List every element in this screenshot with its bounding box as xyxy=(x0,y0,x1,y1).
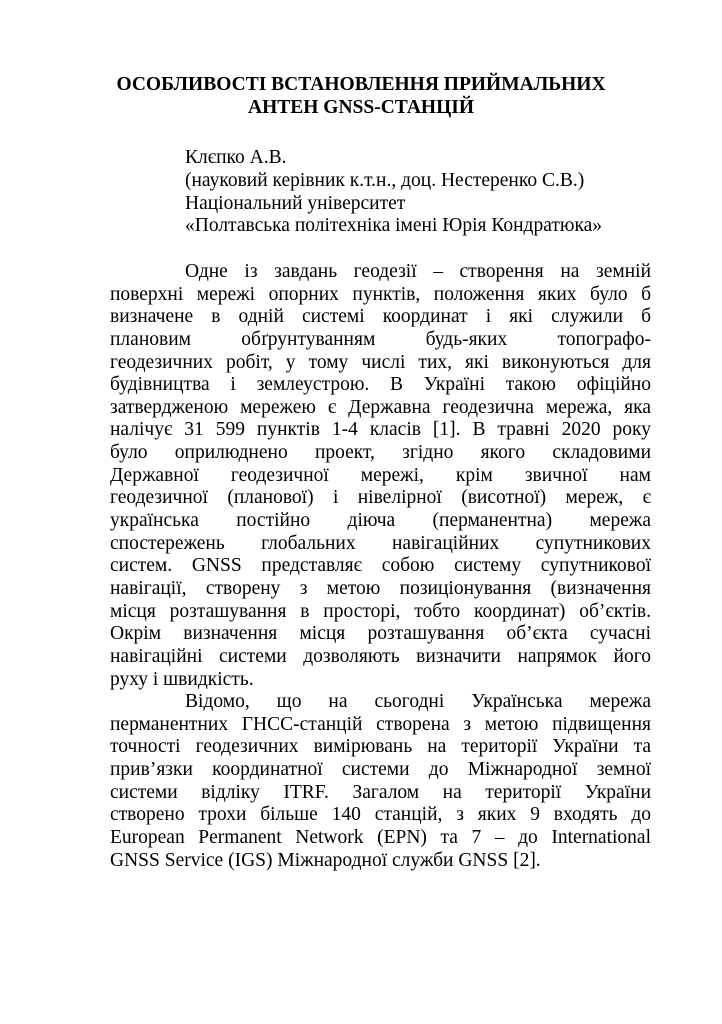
paragraph-line: плановим обґрунтуванням будь-яких топографо- xyxy=(110,328,651,350)
paragraph-line: українська постійно діюча (перманентна) мережа xyxy=(110,510,651,532)
paragraph-line: місця розташування в просторі, тобто координат) об’єктів. xyxy=(110,600,651,622)
paragraph-line: геодезичних робіт, у тому числі тих, які виконуються для xyxy=(110,351,651,373)
paragraph-line: перманентних ГНСС-станцій створена з метою підвищення xyxy=(110,713,651,735)
supervisor: (науковий керівник к.т.н., доц. Нестеренко С.В.) xyxy=(185,169,585,191)
paragraph xyxy=(110,691,651,872)
paragraph-line: систем. GNSS представляє собою систему супутникової xyxy=(110,555,651,577)
paragraph-line: створено трохи більше 140 станцій, з яких 9 входять до xyxy=(110,804,651,826)
paragraph-line: Відомо, що на сьогодні Українська мережа xyxy=(185,691,651,713)
paragraph-line: поверхні мережі опорних пунктів, положення яких було б xyxy=(110,283,651,305)
paragraph-line: визначене в одній системі координат і які служили б xyxy=(110,306,651,328)
author-block xyxy=(185,147,602,238)
paragraph-line: руху і швидкість. xyxy=(110,668,254,690)
paragraph-line: навігаційні системи дозволяють визначити напрямок його xyxy=(110,645,651,667)
author-name: Клєпко А.В. xyxy=(185,147,287,168)
paragraph-line: GNSS Service (IGS) Міжнародної служби GNSS [2]. xyxy=(110,849,541,871)
title-line-1: ОСОБЛИВОСТІ ВСТАНОВЛЕННЯ ПРИЙМАЛЬНИХ xyxy=(116,74,606,95)
paragraph-line: European Permanent Network (EPN) та 7 – до International xyxy=(110,827,651,849)
paragraph-line: Державної геодезичної мережі, крім звичної нам xyxy=(110,464,651,486)
paragraph-line: Одне із завдань геодезії – створення на земній xyxy=(185,261,651,282)
paragraph-line: навігації, створену з метою позиціонування (визначення xyxy=(110,577,651,599)
article-body xyxy=(110,261,651,872)
paragraph-line: затвердженою мережею є Державна геодезична мережа, яка xyxy=(110,396,651,418)
university-line-1: Національний університет xyxy=(185,192,406,214)
paragraph-line: було оприлюднено проект, згідно якого складовими xyxy=(110,442,651,464)
paragraph-line: налічує 31 599 пунктів 1-4 класів [1]. В травні 2020 року xyxy=(110,419,651,441)
paragraph-line: спостережень глобальних навігаційних супутникових xyxy=(110,532,651,554)
paragraph-line: Окрім визначення місця розташування об’єкта сучасні xyxy=(110,623,651,645)
title-line-2: АНТЕН GNSS-СТАНЦІЙ xyxy=(247,96,475,118)
paragraph xyxy=(110,261,651,691)
paragraph-line: прив’язки координатної системи до Міжнародної земної xyxy=(110,759,651,781)
university-line-2: «Полтавська політехніка імені Юрія Кондратюка» xyxy=(185,215,603,237)
paragraph-line: точності геодезичних вимірювань на території України та xyxy=(110,736,651,758)
paragraph-line: системи відліку ITRF. Загалом на території України xyxy=(110,781,651,803)
article-title xyxy=(0,74,722,119)
paragraph-line: геодезичної (планової) і нівелірної (висотної) мереж, є xyxy=(110,487,651,509)
paragraph-line: будівництва і землеустрою. В Україні такою офіційно xyxy=(110,374,651,396)
